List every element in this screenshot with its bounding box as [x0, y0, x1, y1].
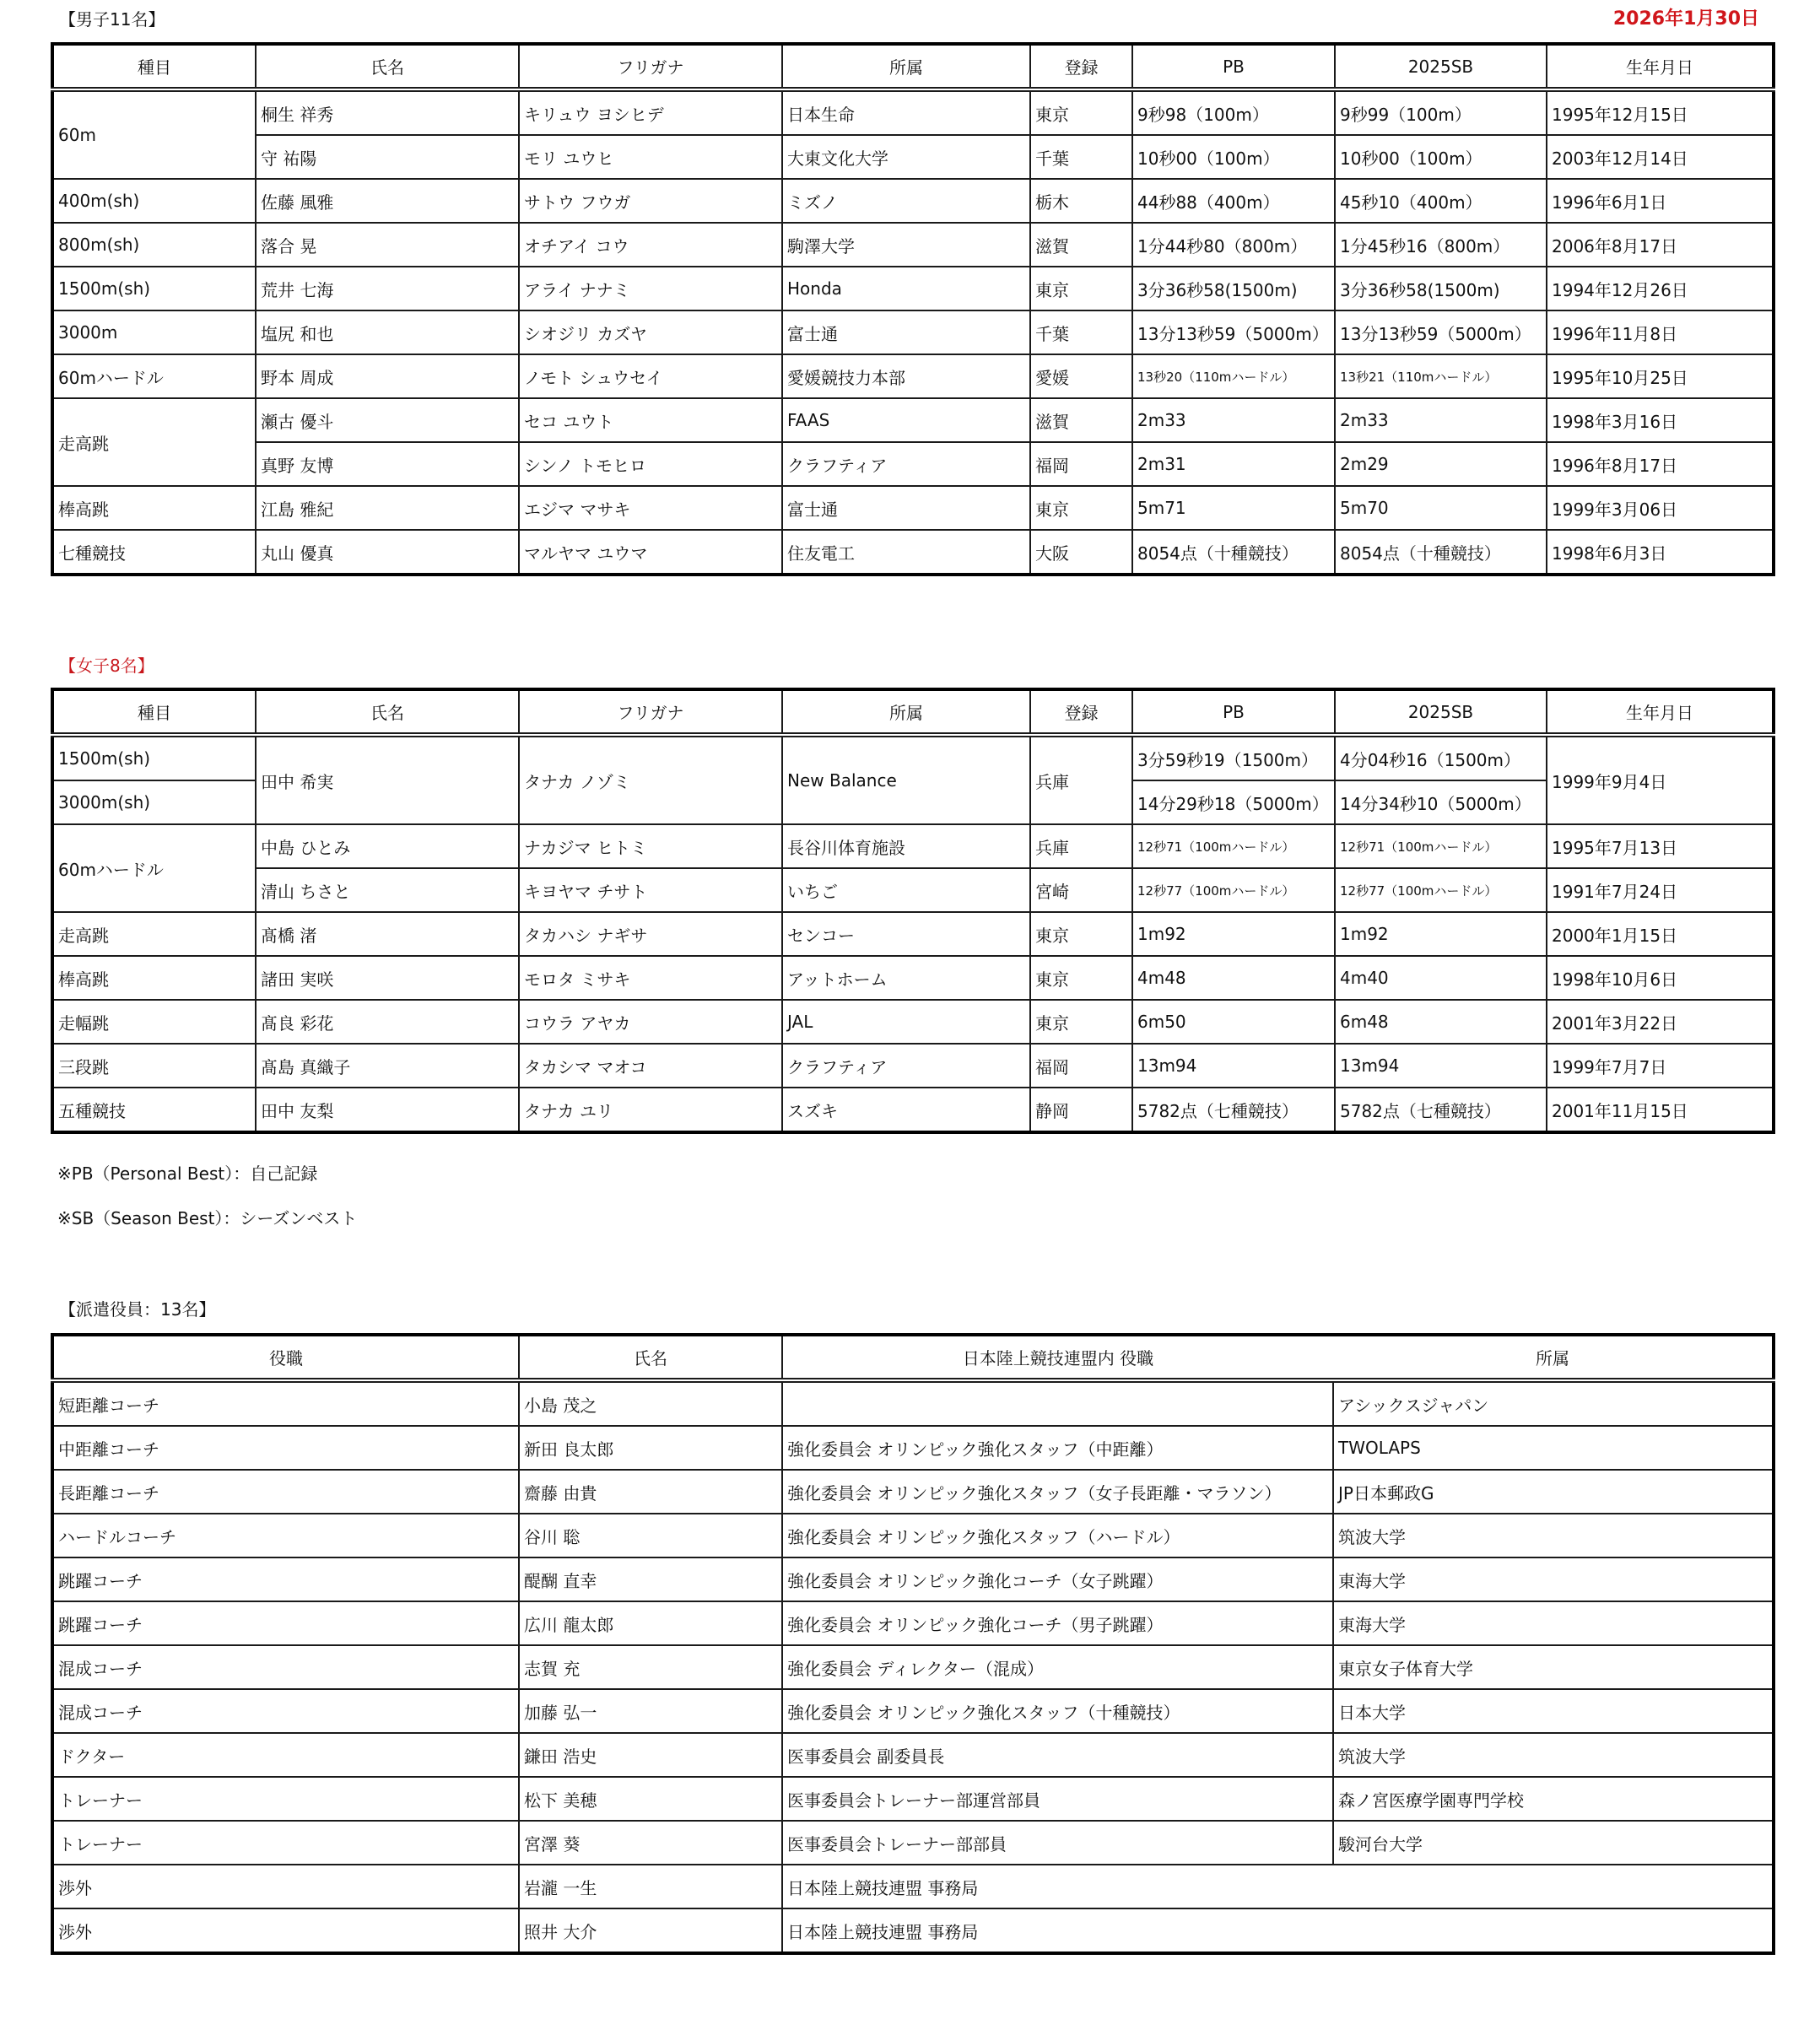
women-athletes-table — [51, 688, 1775, 1134]
affiliation-cell: 筑波大学 — [1333, 1514, 1774, 1557]
name-cell: 塩尻 和也 — [256, 310, 519, 354]
affiliation-cell: TWOLAPS — [1333, 1426, 1774, 1470]
region-cell: 東京 — [1030, 1000, 1132, 1044]
birthdate-cell: 1999年7月7日 — [1547, 1044, 1774, 1088]
kana-cell: キリュウ ヨシヒデ — [519, 89, 782, 135]
name-cell: 髙島 真織子 — [256, 1044, 519, 1088]
table-row — [52, 1689, 1774, 1733]
region-cell: 栃木 — [1030, 179, 1132, 223]
sb-cell: 13m94 — [1335, 1044, 1547, 1088]
table-row — [52, 1777, 1774, 1821]
pb-cell: 6m50 — [1132, 1000, 1335, 1044]
sb-cell: 2m29 — [1335, 442, 1547, 486]
affiliation-cell: スズキ — [782, 1088, 1030, 1132]
kana-cell: サトウ フウガ — [519, 179, 782, 223]
sb-cell: 4分04秒16（1500m） — [1335, 735, 1547, 780]
table-row — [52, 1733, 1774, 1777]
affiliation-cell: 愛媛競技力本部 — [782, 354, 1030, 398]
name-cell: 小島 茂之 — [519, 1380, 782, 1426]
region-cell: 滋賀 — [1030, 398, 1132, 442]
name-cell: 丸山 優真 — [256, 530, 519, 575]
table-row — [52, 868, 1774, 912]
affiliation-cell: クラフティア — [782, 1044, 1030, 1088]
staff-section-label: 【派遣役員：13名】 — [59, 1299, 216, 1320]
name-cell: 佐藤 風雅 — [256, 179, 519, 223]
affiliation-cell: 森ノ宮医療学園専門学校 — [1333, 1777, 1774, 1821]
name-cell: 落合 晃 — [256, 223, 519, 267]
name-cell: 宮澤 葵 — [519, 1821, 782, 1865]
col-header-affiliation: 所属 — [782, 44, 1030, 89]
jaaf-role-cell: 強化委員会 ディレクター（混成） — [782, 1645, 1333, 1689]
sb-cell: 8054点（十種競技） — [1335, 530, 1547, 575]
table-row — [52, 735, 1774, 780]
region-cell: 大阪 — [1030, 530, 1132, 575]
sb-cell: 5782点（七種競技） — [1335, 1088, 1547, 1132]
pb-cell: 14分29秒18（5000m） — [1132, 780, 1335, 824]
pb-cell: 1m92 — [1132, 912, 1335, 956]
kana-cell: タカシマ マオコ — [519, 1044, 782, 1088]
sb-cell: 1m92 — [1335, 912, 1547, 956]
name-cell: 江島 雅紀 — [256, 486, 519, 530]
kana-cell: キヨヤマ チサト — [519, 868, 782, 912]
table-row — [52, 486, 1774, 530]
role-cell: 長距離コーチ — [52, 1470, 519, 1514]
event-cell: 走幅跳 — [52, 1000, 256, 1044]
affiliation-cell: 富士通 — [782, 486, 1030, 530]
table-row — [52, 1908, 1774, 1953]
name-cell: 照井 大介 — [519, 1908, 782, 1953]
pb-cell: 5m71 — [1132, 486, 1335, 530]
col-header-name: 氏名 — [256, 689, 519, 735]
jaaf-role-cell: 強化委員会 オリンピック強化コーチ（女子跳躍） — [782, 1557, 1333, 1601]
role-cell: 跳躍コーチ — [52, 1557, 519, 1601]
name-cell: 加藤 弘一 — [519, 1689, 782, 1733]
event-cell: 棒高跳 — [52, 956, 256, 1000]
table-row — [52, 89, 1774, 135]
kana-cell: エジマ マサキ — [519, 486, 782, 530]
women-header-row — [52, 689, 1774, 735]
birthdate-cell: 1996年8月17日 — [1547, 442, 1774, 486]
table-row — [52, 179, 1774, 223]
birthdate-cell: 1996年6月1日 — [1547, 179, 1774, 223]
document-date: 2026年1月30日 — [1612, 8, 1759, 30]
jaaf-role-cell: 強化委員会 オリンピック強化スタッフ（十種競技） — [782, 1689, 1333, 1733]
affiliation-cell: 住友電工 — [782, 530, 1030, 575]
staff-table — [51, 1333, 1775, 1955]
name-cell: 瀬古 優斗 — [256, 398, 519, 442]
col-header-pb: PB — [1132, 44, 1335, 89]
kana-cell: セコ ユウト — [519, 398, 782, 442]
event-cell: 60mハードル — [52, 354, 256, 398]
jaaf-role-cell: 日本陸上競技連盟 事務局 — [782, 1908, 1774, 1953]
name-cell: 清山 ちさと — [256, 868, 519, 912]
pb-cell: 1分44秒80（800m） — [1132, 223, 1335, 267]
name-cell: 新田 良太郎 — [519, 1426, 782, 1470]
name-cell: 髙良 彩花 — [256, 1000, 519, 1044]
pb-cell: 2m33 — [1132, 398, 1335, 442]
name-cell: 荒井 七海 — [256, 267, 519, 310]
sb-cell: 1分45秒16（800m） — [1335, 223, 1547, 267]
table-row — [52, 267, 1774, 310]
region-cell: 東京 — [1030, 912, 1132, 956]
affiliation-cell: 東京女子体育大学 — [1333, 1645, 1774, 1689]
affiliation-cell: 駿河台大学 — [1333, 1821, 1774, 1865]
pb-cell: 13m94 — [1132, 1044, 1335, 1088]
affiliation-cell: New Balance — [782, 735, 1030, 824]
sb-cell: 5m70 — [1335, 486, 1547, 530]
kana-cell: モロタ ミサキ — [519, 956, 782, 1000]
birthdate-cell: 1994年12月26日 — [1547, 267, 1774, 310]
kana-cell: マルヤマ ユウマ — [519, 530, 782, 575]
name-cell: 守 祐陽 — [256, 135, 519, 179]
affiliation-cell: クラフティア — [782, 442, 1030, 486]
affiliation-cell: 筑波大学 — [1333, 1733, 1774, 1777]
birthdate-cell: 1998年3月16日 — [1547, 398, 1774, 442]
affiliation-cell: 日本生命 — [782, 89, 1030, 135]
jaaf-role-cell: 医事委員会トレーナー部部員 — [782, 1821, 1333, 1865]
table-row — [52, 135, 1774, 179]
men-header-row — [52, 44, 1774, 89]
women-section-label: 【女子8名】 — [59, 656, 154, 676]
col-header-sb: 2025SB — [1335, 689, 1547, 735]
kana-cell: ナカジマ ヒトミ — [519, 824, 782, 868]
col-header-event: 種目 — [52, 689, 256, 735]
pb-cell: 10秒00（100m） — [1132, 135, 1335, 179]
pb-cell: 2m31 — [1132, 442, 1335, 486]
birthdate-cell: 2001年11月15日 — [1547, 1088, 1774, 1132]
name-cell: 志賀 充 — [519, 1645, 782, 1689]
affiliation-cell: センコー — [782, 912, 1030, 956]
pb-cell: 12秒77（100mハードル） — [1132, 868, 1335, 912]
region-cell: 愛媛 — [1030, 354, 1132, 398]
pb-cell: 3分59秒19（1500m） — [1132, 735, 1335, 780]
kana-cell: アライ ナナミ — [519, 267, 782, 310]
col-header-role: 役職 — [52, 1335, 519, 1380]
sb-cell: 4m40 — [1335, 956, 1547, 1000]
name-cell: 醍醐 直幸 — [519, 1557, 782, 1601]
region-cell: 滋賀 — [1030, 223, 1132, 267]
region-cell: 静岡 — [1030, 1088, 1132, 1132]
jaaf-role-cell: 医事委員会 副委員長 — [782, 1733, 1333, 1777]
name-cell: 中島 ひとみ — [256, 824, 519, 868]
role-cell: 短距離コーチ — [52, 1380, 519, 1426]
kana-cell: ノモト シュウセイ — [519, 354, 782, 398]
event-cell: 七種競技 — [52, 530, 256, 575]
affiliation-cell: 富士通 — [782, 310, 1030, 354]
kana-cell: オチアイ コウ — [519, 223, 782, 267]
birthdate-cell: 2006年8月17日 — [1547, 223, 1774, 267]
sb-cell: 14分34秒10（5000m） — [1335, 780, 1547, 824]
birthdate-cell: 1996年11月8日 — [1547, 310, 1774, 354]
event-cell: 60m — [52, 89, 256, 179]
event-cell: 1500m(sh) — [52, 735, 256, 780]
kana-cell: モリ ユウヒ — [519, 135, 782, 179]
table-row — [52, 530, 1774, 575]
name-cell: 田中 友梨 — [256, 1088, 519, 1132]
affiliation-cell: FAAS — [782, 398, 1030, 442]
table-row — [52, 1088, 1774, 1132]
table-row — [52, 1514, 1774, 1557]
sb-cell: 45秒10（400m） — [1335, 179, 1547, 223]
col-header-event: 種目 — [52, 44, 256, 89]
sb-cell: 2m33 — [1335, 398, 1547, 442]
pb-cell: 13分13秒59（5000m） — [1132, 310, 1335, 354]
affiliation-cell: ミズノ — [782, 179, 1030, 223]
name-cell: 広川 龍太郎 — [519, 1601, 782, 1645]
region-cell: 東京 — [1030, 956, 1132, 1000]
col-header-birthdate: 生年月日 — [1547, 44, 1774, 89]
jaaf-role-cell: 強化委員会 オリンピック強化スタッフ（ハードル） — [782, 1514, 1333, 1557]
col-header-name: 氏名 — [256, 44, 519, 89]
affiliation-cell: Honda — [782, 267, 1030, 310]
table-row — [52, 310, 1774, 354]
event-cell: 走高跳 — [52, 912, 256, 956]
table-row — [52, 824, 1774, 868]
table-row — [52, 1044, 1774, 1088]
region-cell: 福岡 — [1030, 1044, 1132, 1088]
event-cell: 1500m(sh) — [52, 267, 256, 310]
table-row — [52, 956, 1774, 1000]
birthdate-cell: 2001年3月22日 — [1547, 1000, 1774, 1044]
name-cell: 岩瀧 一生 — [519, 1865, 782, 1908]
kana-cell: タカハシ ナギサ — [519, 912, 782, 956]
col-header-sb: 2025SB — [1335, 44, 1547, 89]
name-cell: 田中 希実 — [256, 735, 519, 824]
jaaf-role-cell: 日本陸上競技連盟 事務局 — [782, 1865, 1774, 1908]
birthdate-cell: 1991年7月24日 — [1547, 868, 1774, 912]
event-cell: 棒高跳 — [52, 486, 256, 530]
affiliation-cell: JP日本郵政G — [1333, 1470, 1774, 1514]
region-cell: 福岡 — [1030, 442, 1132, 486]
pb-cell: 5782点（七種競技） — [1132, 1088, 1335, 1132]
sb-cell: 9秒99（100m） — [1335, 89, 1547, 135]
affiliation-cell: 東海大学 — [1333, 1601, 1774, 1645]
table-row — [52, 223, 1774, 267]
region-cell: 兵庫 — [1030, 735, 1132, 824]
affiliation-cell: アシックスジャパン — [1333, 1380, 1774, 1426]
kana-cell: タナカ ユリ — [519, 1088, 782, 1132]
region-cell: 千葉 — [1030, 310, 1132, 354]
pb-cell: 44秒88（400m） — [1132, 179, 1335, 223]
name-cell: 諸田 実咲 — [256, 956, 519, 1000]
name-cell: 谷川 聡 — [519, 1514, 782, 1557]
note-pb: ※PB（Personal Best）：自己記録 — [57, 1163, 318, 1184]
affiliation-cell: 日本大学 — [1333, 1689, 1774, 1733]
pb-cell: 4m48 — [1132, 956, 1335, 1000]
region-cell: 東京 — [1030, 267, 1132, 310]
jaaf-role-cell — [782, 1380, 1333, 1426]
col-header-affiliation: 所属 — [1333, 1335, 1774, 1380]
birthdate-cell: 2003年12月14日 — [1547, 135, 1774, 179]
affiliation-cell: 駒澤大学 — [782, 223, 1030, 267]
table-row — [52, 1821, 1774, 1865]
role-cell: 混成コーチ — [52, 1645, 519, 1689]
name-cell: 真野 友博 — [256, 442, 519, 486]
event-cell: 三段跳 — [52, 1044, 256, 1088]
table-row — [52, 1426, 1774, 1470]
table-row — [52, 442, 1774, 486]
table-row — [52, 1865, 1774, 1908]
men-section-label: 【男子11名】 — [59, 9, 165, 30]
region-cell: 宮崎 — [1030, 868, 1132, 912]
sb-cell: 10秒00（100m） — [1335, 135, 1547, 179]
kana-cell: コウラ アヤカ — [519, 1000, 782, 1044]
table-row — [52, 1601, 1774, 1645]
kana-cell: シンノ トモヒロ — [519, 442, 782, 486]
table-row — [52, 912, 1774, 956]
region-cell: 千葉 — [1030, 135, 1132, 179]
name-cell: 髙橋 渚 — [256, 912, 519, 956]
table-row — [52, 1000, 1774, 1044]
col-header-birthdate: 生年月日 — [1547, 689, 1774, 735]
table-row — [52, 1470, 1774, 1514]
table-row — [52, 354, 1774, 398]
name-cell: 齋藤 由貴 — [519, 1470, 782, 1514]
role-cell: 渉外 — [52, 1908, 519, 1953]
birthdate-cell: 1995年7月13日 — [1547, 824, 1774, 868]
birthdate-cell: 1995年10月25日 — [1547, 354, 1774, 398]
men-athletes-table — [51, 42, 1775, 576]
role-cell: トレーナー — [52, 1821, 519, 1865]
col-header-kana: フリガナ — [519, 689, 782, 735]
name-cell: 野本 周成 — [256, 354, 519, 398]
role-cell: 渉外 — [52, 1865, 519, 1908]
birthdate-cell: 2000年1月15日 — [1547, 912, 1774, 956]
kana-cell: タナカ ノゾミ — [519, 735, 782, 824]
event-cell: 3000m(sh) — [52, 780, 256, 824]
jaaf-role-cell: 医事委員会トレーナー部運営部員 — [782, 1777, 1333, 1821]
table-row — [52, 1557, 1774, 1601]
col-header-name: 氏名 — [519, 1335, 782, 1380]
pb-cell: 9秒98（100m） — [1132, 89, 1335, 135]
table-row — [52, 1380, 1774, 1426]
event-cell: 60mハードル — [52, 824, 256, 912]
pb-cell: 8054点（十種競技） — [1132, 530, 1335, 575]
col-header-pb: PB — [1132, 689, 1335, 735]
birthdate-cell: 1995年12月15日 — [1547, 89, 1774, 135]
role-cell: ハードルコーチ — [52, 1514, 519, 1557]
affiliation-cell: いちご — [782, 868, 1030, 912]
pb-cell: 13秒20（110mハードル） — [1132, 354, 1335, 398]
event-cell: 400m(sh) — [52, 179, 256, 223]
event-cell: 五種競技 — [52, 1088, 256, 1132]
birthdate-cell: 1998年10月6日 — [1547, 956, 1774, 1000]
role-cell: 中距離コーチ — [52, 1426, 519, 1470]
role-cell: 跳躍コーチ — [52, 1601, 519, 1645]
role-cell: トレーナー — [52, 1777, 519, 1821]
jaaf-role-cell: 強化委員会 オリンピック強化スタッフ（女子長距離・マラソン） — [782, 1470, 1333, 1514]
sb-cell: 13分13秒59（5000m） — [1335, 310, 1547, 354]
jaaf-role-cell: 強化委員会 オリンピック強化スタッフ（中距離） — [782, 1426, 1333, 1470]
sb-cell: 12秒77（100mハードル） — [1335, 868, 1547, 912]
role-cell: ドクター — [52, 1733, 519, 1777]
region-cell: 兵庫 — [1030, 824, 1132, 868]
name-cell: 松下 美穂 — [519, 1777, 782, 1821]
name-cell: 桐生 祥秀 — [256, 89, 519, 135]
col-header-affiliation: 所属 — [782, 689, 1030, 735]
affiliation-cell: アットホーム — [782, 956, 1030, 1000]
staff-header-row — [52, 1335, 1774, 1380]
table-row — [52, 1645, 1774, 1689]
event-cell: 3000m — [52, 310, 256, 354]
pb-cell: 3分36秒58(1500m) — [1132, 267, 1335, 310]
region-cell: 東京 — [1030, 486, 1132, 530]
event-cell: 800m(sh) — [52, 223, 256, 267]
col-header-jaaf-role: 日本陸上競技連盟内 役職 — [782, 1335, 1333, 1380]
kana-cell: シオジリ カズヤ — [519, 310, 782, 354]
sb-cell: 12秒71（100mハードル） — [1335, 824, 1547, 868]
birthdate-cell: 1999年3月06日 — [1547, 486, 1774, 530]
col-header-region: 登録 — [1030, 689, 1132, 735]
jaaf-role-cell: 強化委員会 オリンピック強化コーチ（男子跳躍） — [782, 1601, 1333, 1645]
birthdate-cell: 1998年6月3日 — [1547, 530, 1774, 575]
region-cell: 東京 — [1030, 89, 1132, 135]
table-row — [52, 398, 1774, 442]
affiliation-cell: 東海大学 — [1333, 1557, 1774, 1601]
affiliation-cell: JAL — [782, 1000, 1030, 1044]
birthdate-cell: 1999年9月4日 — [1547, 735, 1774, 824]
role-cell: 混成コーチ — [52, 1689, 519, 1733]
pb-cell: 12秒71（100mハードル） — [1132, 824, 1335, 868]
col-header-kana: フリガナ — [519, 44, 782, 89]
affiliation-cell: 大東文化大学 — [782, 135, 1030, 179]
event-cell: 走高跳 — [52, 398, 256, 486]
sb-cell: 6m48 — [1335, 1000, 1547, 1044]
name-cell: 鎌田 浩史 — [519, 1733, 782, 1777]
note-sb: ※SB（Season Best）：シーズンベスト — [57, 1208, 358, 1228]
affiliation-cell: 長谷川体育施設 — [782, 824, 1030, 868]
sb-cell: 13秒21（110mハードル） — [1335, 354, 1547, 398]
sb-cell: 3分36秒58(1500m) — [1335, 267, 1547, 310]
col-header-region: 登録 — [1030, 44, 1132, 89]
